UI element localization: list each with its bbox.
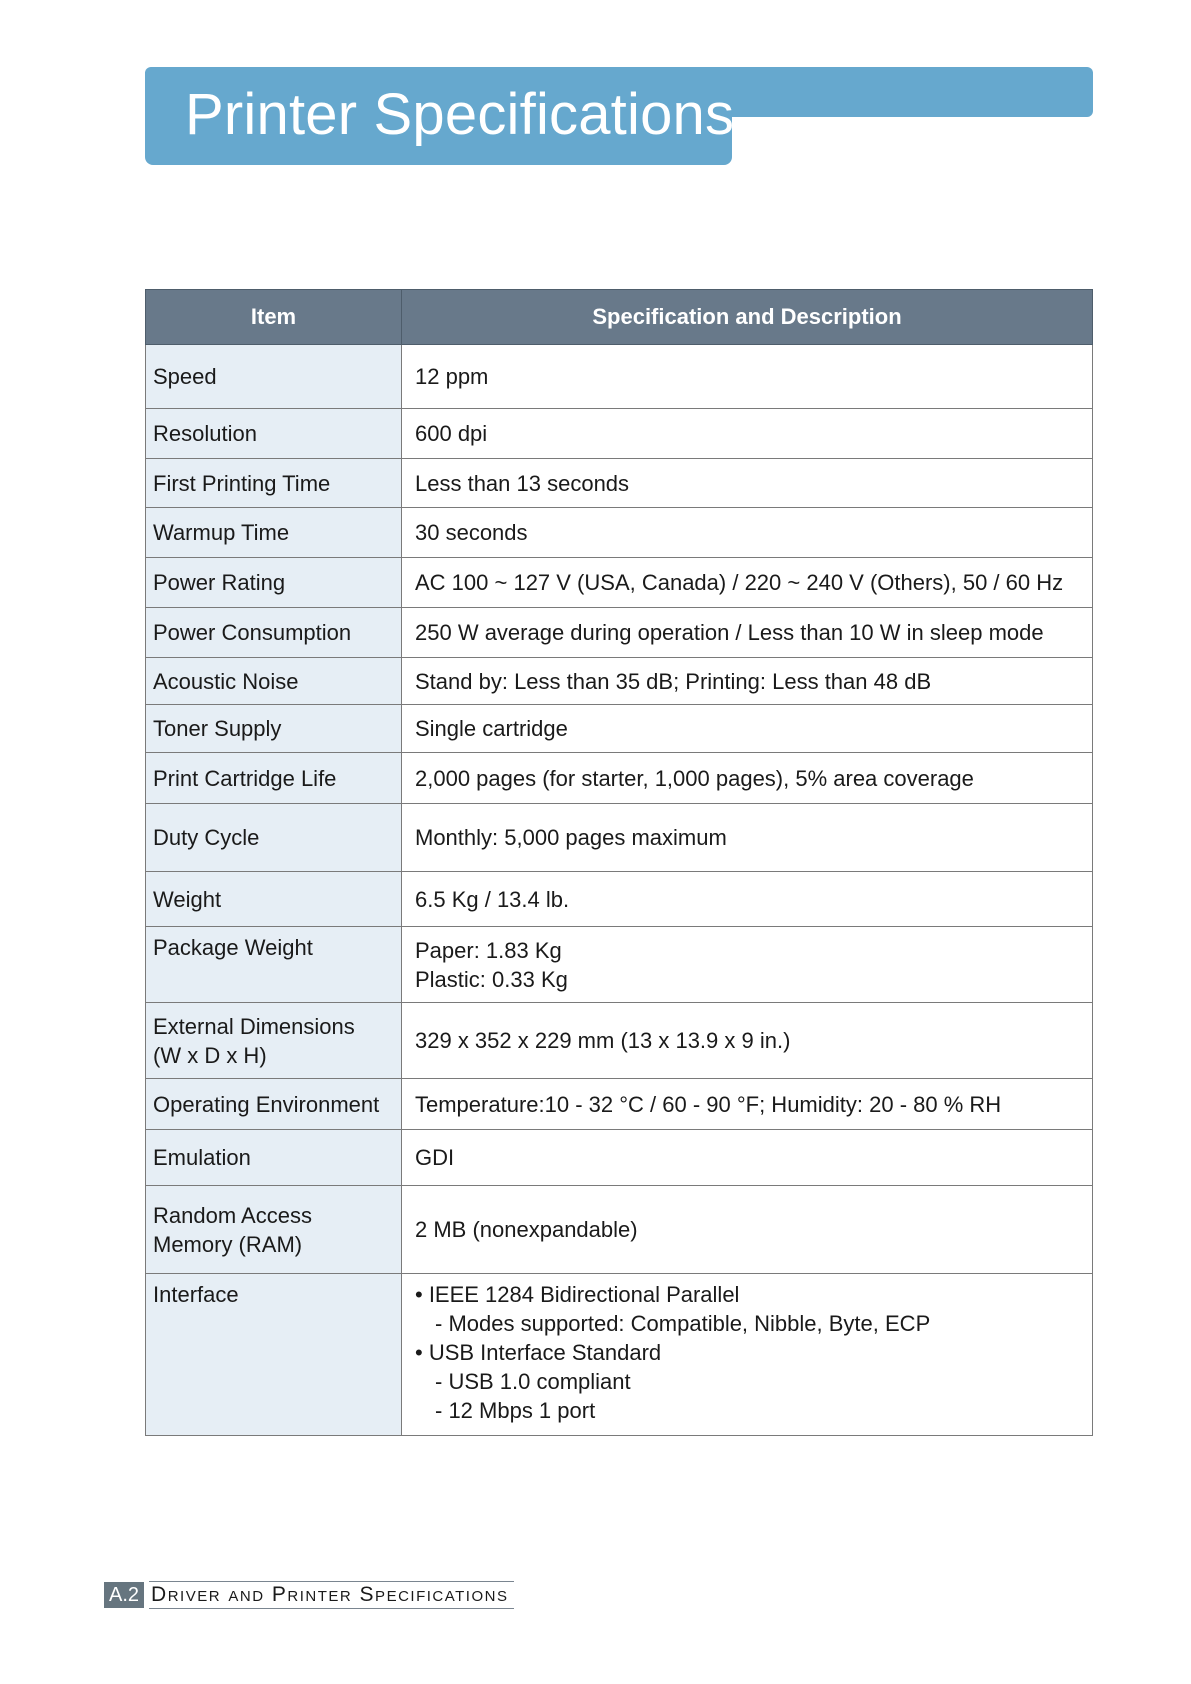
desc-line: - 12 Mbps 1 port	[435, 1398, 596, 1423]
desc-line: Plastic: 0.33 Kg	[415, 966, 568, 992]
table-row	[146, 753, 1093, 804]
table-row	[146, 508, 1093, 558]
table-row	[146, 558, 1093, 608]
row-item: Operating Environment	[146, 1079, 402, 1130]
table-row	[146, 1130, 1093, 1186]
row-item: Acoustic Noise	[146, 658, 402, 705]
row-item: Duty Cycle	[146, 804, 402, 872]
row-item	[146, 1003, 402, 1079]
item-line: Random Access	[153, 1202, 312, 1228]
desc-line: - USB 1.0 compliant	[435, 1369, 631, 1394]
row-item: Speed	[146, 345, 402, 409]
desc-line: • IEEE 1284 Bidirectional Parallel	[415, 1282, 740, 1307]
table-row	[146, 804, 1093, 872]
row-desc: Less than 13 seconds	[402, 459, 1093, 508]
row-desc: 2 MB (nonexpandable)	[402, 1186, 1093, 1274]
header-spec: Specification and Description	[402, 290, 1093, 345]
table-row	[146, 927, 1093, 1003]
table-row	[146, 658, 1093, 705]
row-desc: 250 W average during operation / Less than 10 W in sleep mode	[402, 608, 1093, 658]
title-banner	[145, 67, 735, 165]
table-row	[146, 459, 1093, 508]
desc-line: - Modes supported: Compatible, Nibble, Byte, ECP	[435, 1311, 931, 1336]
row-desc: AC 100 ~ 127 V (USA, Canada) / 220 ~ 240 V (Others), 50 / 60 Hz	[402, 558, 1093, 608]
row-item: Package Weight	[146, 927, 402, 1003]
row-item: Interface	[146, 1274, 402, 1436]
table-row	[146, 409, 1093, 459]
page-footer	[104, 1582, 514, 1608]
table-row	[146, 1079, 1093, 1130]
row-item: Weight	[146, 872, 402, 927]
row-item: Power Consumption	[146, 608, 402, 658]
table-row	[146, 1186, 1093, 1274]
row-item: Warmup Time	[146, 508, 402, 558]
row-desc: Stand by: Less than 35 dB; Printing: Less than 48 dB	[402, 658, 1093, 705]
page-title: Printer Specifications	[185, 82, 735, 147]
table-row	[146, 608, 1093, 658]
row-desc: GDI	[402, 1130, 1093, 1186]
row-desc: 2,000 pages (for starter, 1,000 pages), 5% area coverage	[402, 753, 1093, 804]
header-item: Item	[146, 290, 402, 345]
desc-line: Paper: 1.83 Kg	[415, 937, 562, 963]
item-line: Memory (RAM)	[153, 1231, 303, 1257]
row-desc: 6.5 Kg / 13.4 lb.	[402, 872, 1093, 927]
table-row	[146, 705, 1093, 753]
row-desc: 329 x 352 x 229 mm (13 x 13.9 x 9 in.)	[402, 1003, 1093, 1079]
item-line: (W x D x H)	[153, 1042, 267, 1068]
row-item	[146, 1186, 402, 1274]
page-number: A.2	[104, 1582, 144, 1608]
row-desc: Monthly: 5,000 pages maximum	[402, 804, 1093, 872]
row-desc	[402, 1274, 1093, 1436]
row-desc: Single cartridge	[402, 705, 1093, 753]
row-item: Emulation	[146, 1130, 402, 1186]
row-item: Print Cartridge Life	[146, 753, 402, 804]
row-desc: Temperature:10 - 32 °C / 60 - 90 °F; Humidity: 20 - 80 % RH	[402, 1079, 1093, 1130]
table-row	[146, 345, 1093, 409]
row-desc	[402, 927, 1093, 1003]
row-desc: 12 ppm	[402, 345, 1093, 409]
table-header-row	[146, 290, 1093, 345]
desc-line: • USB Interface Standard	[415, 1340, 662, 1365]
row-desc: 30 seconds	[402, 508, 1093, 558]
row-item: Power Rating	[146, 558, 402, 608]
row-item: First Printing Time	[146, 459, 402, 508]
section-title: Driver and Printer Specifications	[149, 1581, 514, 1609]
item-line: External Dimensions	[153, 1013, 355, 1039]
table-row	[146, 872, 1093, 927]
table-row	[146, 1274, 1093, 1436]
row-item: Resolution	[146, 409, 402, 459]
row-desc: 600 dpi	[402, 409, 1093, 459]
table-row	[146, 1003, 1093, 1079]
spec-table	[145, 289, 1093, 1436]
row-item: Toner Supply	[146, 705, 402, 753]
